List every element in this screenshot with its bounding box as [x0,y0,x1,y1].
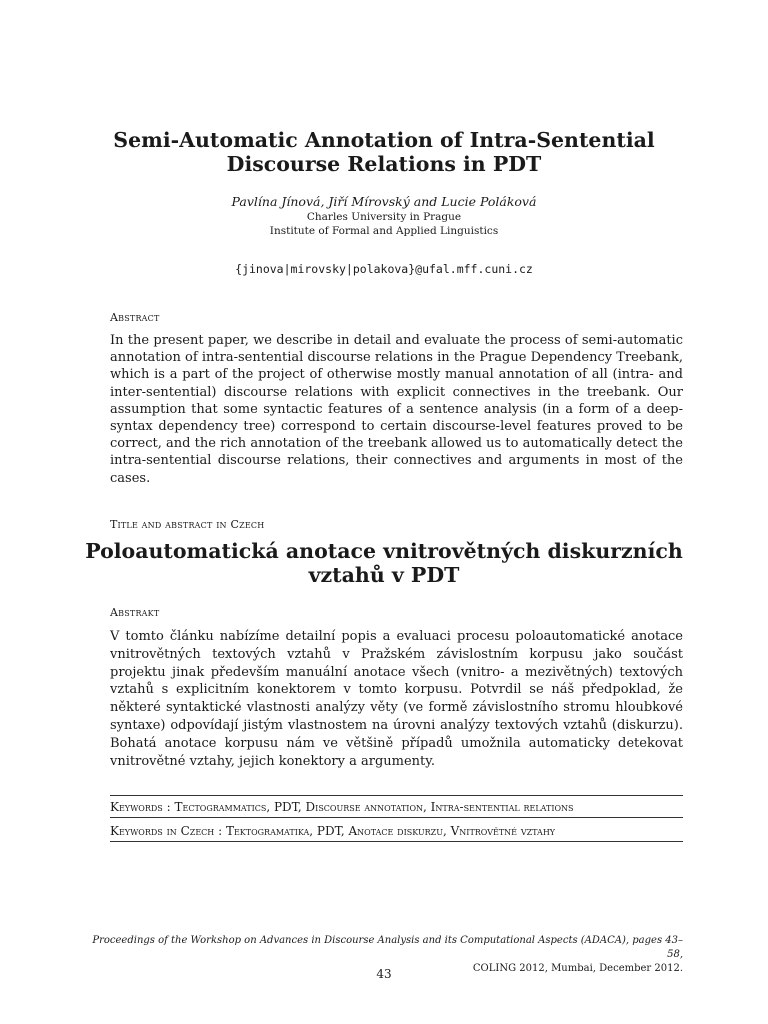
abstract-text: In the present paper, we describe in detail and evaluate the process of semi-automatic annotation of intra-sentential discourse relations in the Prague Dependency Treebank, which is a part of the project of otherwise mostly manual annotation of all (intra- and inter-sentential) discourse relations with explicit connectives in the treebank. Our assumption that some syntactic features of a sentence analysis (in a form of a deep-syntax dependency tree) correspond to certain discourse-level features proved to be correct, and the rich annotation of the treebank allowed us to automatically detect the intra-sentential discourse relations, their connectives and arguments in most of the cases. [110,333,683,486]
affiliation-university: Charles University in Prague [306,211,462,223]
keywords-line [110,800,574,814]
czech-title [84,539,684,587]
czech-abstract-heading: Abstrakt [110,606,160,619]
czech-title-line-1: Poloautomatická anotace vnitrovětných diskurzních [85,539,683,563]
author-emails: {jinova|mirovsky|polakova}@ufal.mff.cuni.cz [235,262,533,276]
czech-abstract-text: V tomto článku nabízíme detailní popis a evaluaci procesu poloautomatické anotace vnitrovětných textových vztahů v Pražském závislostním korpusu jako součást projektu jinak především manuální anotace všech (vnitro- a mezivětných) textových vztahů s explicitním konektorem v tomto korpusu. Potvrdil se náš předpoklad, že některé syntaktické vlastnosti analýzy věty (ve formě závislostního stromu hloubkové syntaxe) odpovídají jistým vlastnostem na úrovni analýzy textových vztahů (diskurzu). Bohatá anotace korpusu nám ve většině případů umožnila automaticky detekovat vnitrovětné vztahy, jejich konektory a argumenty. [110,629,683,769]
paper-title-line-2: Discourse Relations in PDT [226,152,542,176]
keywords-czech-values: Tektogramatika, PDT, Anotace diskurzu, Vnitrovětné vztahy [225,824,556,838]
czech-section-heading: Title and abstract in Czech [110,518,265,531]
paper-title-line-1: Semi-Automatic Annotation of Intra-Sentential [113,128,655,152]
author-list: Pavlína Jínová, Jiří Mírovský and Lucie Poláková [231,194,537,209]
keywords-label: Keywords : [110,800,171,814]
proceedings-line-2: COLING 2012, Mumbai, December 2012. [472,963,683,974]
keywords-top-rule [110,795,683,796]
affiliation-institute: Institute of Formal and Applied Linguistics [269,225,499,237]
czech-title-line-2: vztahů v PDT [308,563,460,587]
keywords-bottom-rule [110,841,683,842]
keywords-values: Tectogrammatics, PDT, Discourse annotation, Intra-sentential relations [174,800,574,814]
abstract-heading: Abstract [110,311,160,324]
keywords-czech-line [110,824,555,838]
keywords-czech-label: Keywords in Czech : [110,824,223,838]
proceedings-line-1: Proceedings of the Workshop on Advances in Discourse Analysis and its Computational Aspects (ADACA), pages 43–58, [92,935,683,960]
affiliation [84,210,684,238]
page-number: 43 [376,967,392,981]
paper-title [84,128,684,176]
keywords-middle-rule [110,817,683,818]
